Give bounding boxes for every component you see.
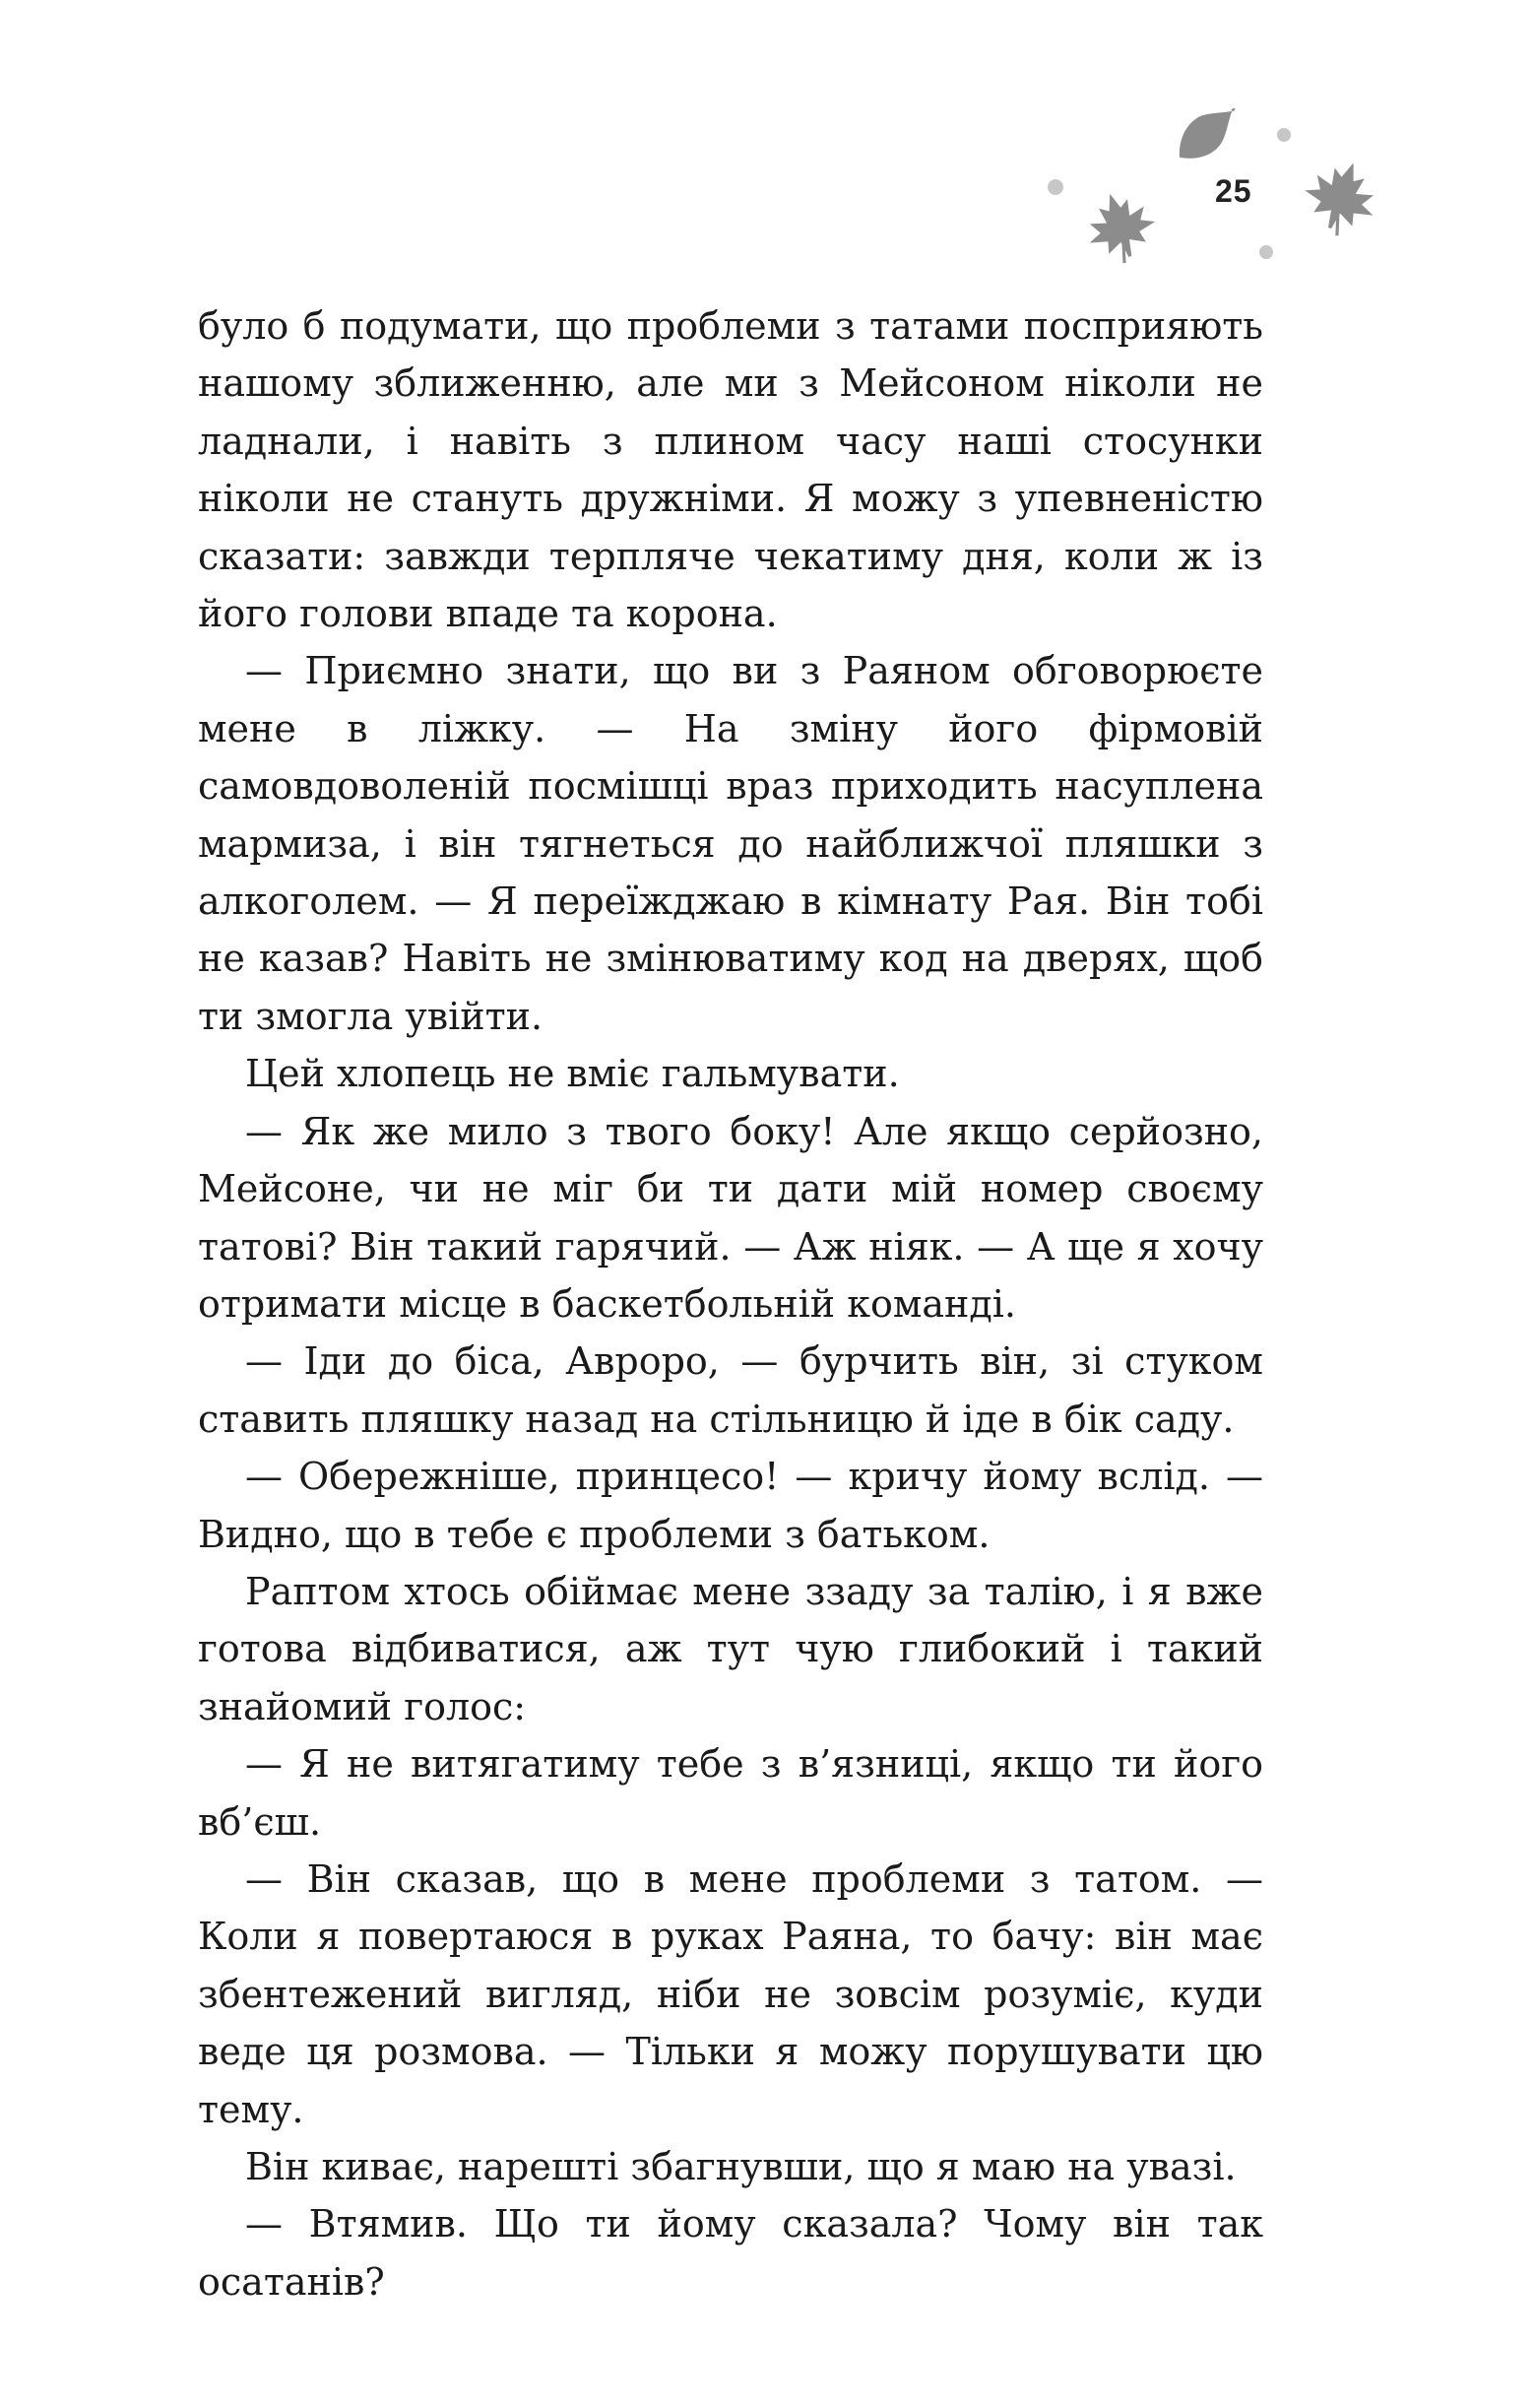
dot-icon (1047, 178, 1064, 196)
paragraph: — Він сказав, що в мене проблеми з татом. — Коли я повертаюся в руках Раяна, то бачу: він має збентежений вигляд, ніби не зовсім розуміє, куди веде ця розмова. — Тільки я можу порушувати цю тему. (198, 1856, 1263, 2131)
paragraph: було б подумати, що проблеми з татами посприяють нашому зближенню, але ми з Мейсоном ніколи не ладнали, і навіть з плином часу наші стосунки ніколи не стануть дружніми. Я можу з упевненістю сказати: завжди терпляче чекатиму дня, коли ж із його голови впаде та корона. (198, 304, 1263, 636)
paragraph: — Приємно знати, що ви з Раяном обговорюєте мене в ліжку. — На зміну його фірмовій самовдоволеній посмішці враз приходить насуплена мармиза, і він тягнеться до найближчої пляшки з алкоголем. — Я переїжджаю в кімнату Рая. Він тобі не казав? Навіть не змінюватиму код на дверях, щоб ти змогла увійти. (198, 649, 1263, 1038)
dot-icon (1276, 127, 1292, 143)
paragraph: Він киває, нарешті збагнувши, що я маю на увазі. (245, 2145, 1237, 2188)
paragraph: — Як же мило з твого боку! Але якщо серйозно, Мейсоне, чи не міг би ти дати мій номер своєму татові? Він такий гарячий. — Аж ніяк. — А ще я хочу отримати місце в баскетбольній команді. (198, 1109, 1263, 1326)
maple-leaf-icon (1302, 158, 1380, 236)
paragraph: — Іди до біса, Авроро, — бурчить він, зі стуком ставить пляшку назад на стільницю й іде в бік саду. (198, 1339, 1263, 1441)
maple-leaf-icon (1083, 189, 1158, 264)
paragraph: — Втямив. Що ти йому сказала? Чому він так осатанів? (198, 2202, 1263, 2304)
header-ornament (0, 0, 1535, 315)
poplar-leaf-icon (1175, 108, 1236, 163)
paragraph: Цей хлопець не вміє гальмувати. (245, 1052, 900, 1096)
paragraph: Раптом хтось обіймає мене ззаду за талію, і я вже готова відбиватися, аж тут чую глибокий і такий знайомий голос: (198, 1569, 1263, 1728)
paragraph: — Обережніше, принцесо! — кричу йому вслід. — Видно, що в тебе є проблеми з батьком. (198, 1455, 1263, 1556)
page-number: 25 (1215, 173, 1252, 209)
paragraph: — Я не витягатиму тебе з в’язниці, якщо ти його вб’єш. (198, 1742, 1263, 1844)
dot-icon (1258, 244, 1274, 260)
body-text (198, 297, 1263, 2310)
